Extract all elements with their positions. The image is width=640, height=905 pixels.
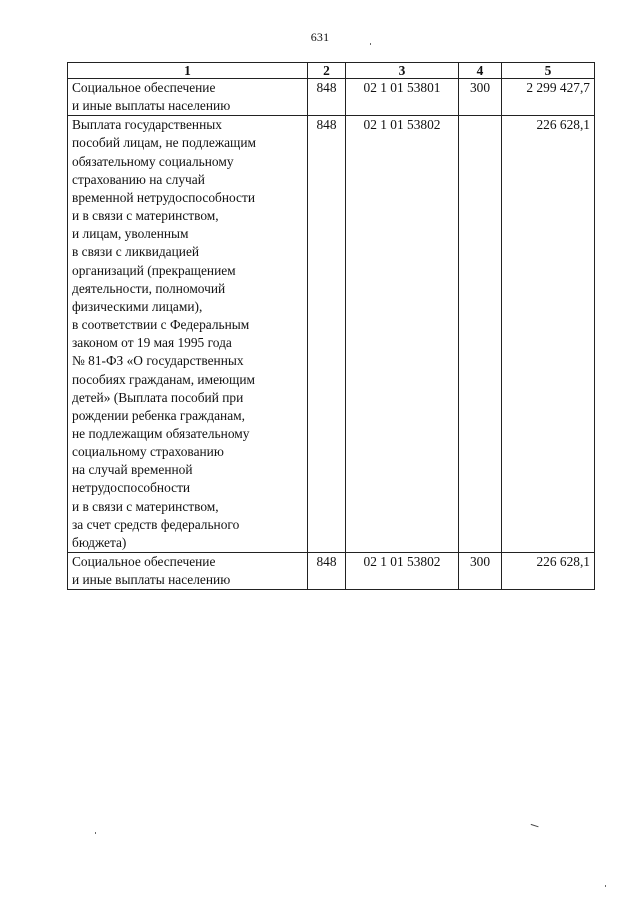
row-code-cell: 848 [308, 553, 346, 590]
column-header: 3 [346, 63, 459, 79]
row-name-line: социальному страхованию [72, 444, 224, 460]
row-name-line: и в связи с материнством, [72, 498, 219, 514]
row-name-line: Социальное обеспечение [72, 80, 216, 95]
scan-speck [95, 832, 96, 834]
row-code-cell: 848 [308, 116, 346, 553]
row-name-line: Социальное обеспечение [72, 554, 216, 570]
row-name-line: на случай временной [72, 462, 193, 478]
row-article-cell: 02 1 01 53801 [346, 79, 459, 116]
row-name-line: рождении ребенка гражданам, [72, 407, 245, 423]
row-amount-cell: 226 628,1 [502, 553, 595, 590]
row-name-line: и иные выплаты населению [72, 572, 231, 588]
row-name-line: детей» (Выплата пособий при [72, 389, 244, 405]
row-type-cell: 300 [459, 553, 502, 590]
row-amount-cell: 2 299 427,7 [502, 79, 595, 116]
row-name-line: нетрудоспособности [72, 480, 191, 496]
row-name-cell [68, 79, 308, 116]
row-name-line: пособий лицам, не подлежащим [72, 135, 256, 151]
budget-table [67, 62, 595, 590]
page-number: 631 [310, 30, 330, 44]
row-name-line: № 81-ФЗ «О государственных [72, 353, 244, 369]
row-name-line: и лицам, уволенным [72, 226, 189, 242]
table-row [68, 116, 595, 553]
row-type-cell: 300 [459, 79, 502, 116]
row-amount-cell: 226 628,1 [502, 116, 595, 553]
column-header: 4 [459, 63, 502, 79]
row-name-line: временной нетрудоспособности [72, 189, 256, 205]
row-name-line: Выплата государственных [72, 117, 222, 133]
scan-mark [529, 824, 538, 831]
row-name-line: обязательному социальному [72, 153, 234, 169]
column-header: 2 [308, 63, 346, 79]
row-name-line: страхованию на случай [72, 171, 205, 187]
row-name-line: организаций (прекращением [72, 262, 236, 278]
row-code-cell: 848 [308, 79, 346, 116]
table-header-row [68, 63, 595, 79]
row-name-line: законом от 19 мая 1995 года [72, 335, 232, 351]
row-name-line: за счет средств федерального [72, 516, 240, 532]
row-name-line: не подлежащим обязательному [72, 425, 250, 441]
column-header: 1 [68, 63, 308, 79]
row-name-line: в связи с ликвидацией [72, 244, 200, 260]
row-name-line: пособиях гражданам, имеющим [72, 371, 255, 387]
row-name-cell [68, 116, 308, 553]
row-article-cell: 02 1 01 53802 [346, 116, 459, 553]
row-name-line: и иные выплаты населению [72, 98, 231, 114]
scan-speck [370, 43, 371, 45]
table-row [68, 553, 595, 590]
row-name-line: в соответствии с Федеральным [72, 317, 250, 333]
row-name-line: и в связи с материнством, [72, 208, 219, 224]
row-article-cell: 02 1 01 53802 [346, 553, 459, 590]
row-name-line: бюджета) [72, 534, 127, 550]
column-header: 5 [502, 63, 595, 79]
row-name-line: деятельности, полномочий [72, 280, 226, 296]
scan-speck [605, 885, 606, 887]
table-row [68, 79, 595, 116]
row-name-line: физическими лицами), [72, 298, 203, 314]
table-body [68, 79, 595, 590]
row-type-cell [459, 116, 502, 553]
row-name-cell [68, 553, 308, 590]
